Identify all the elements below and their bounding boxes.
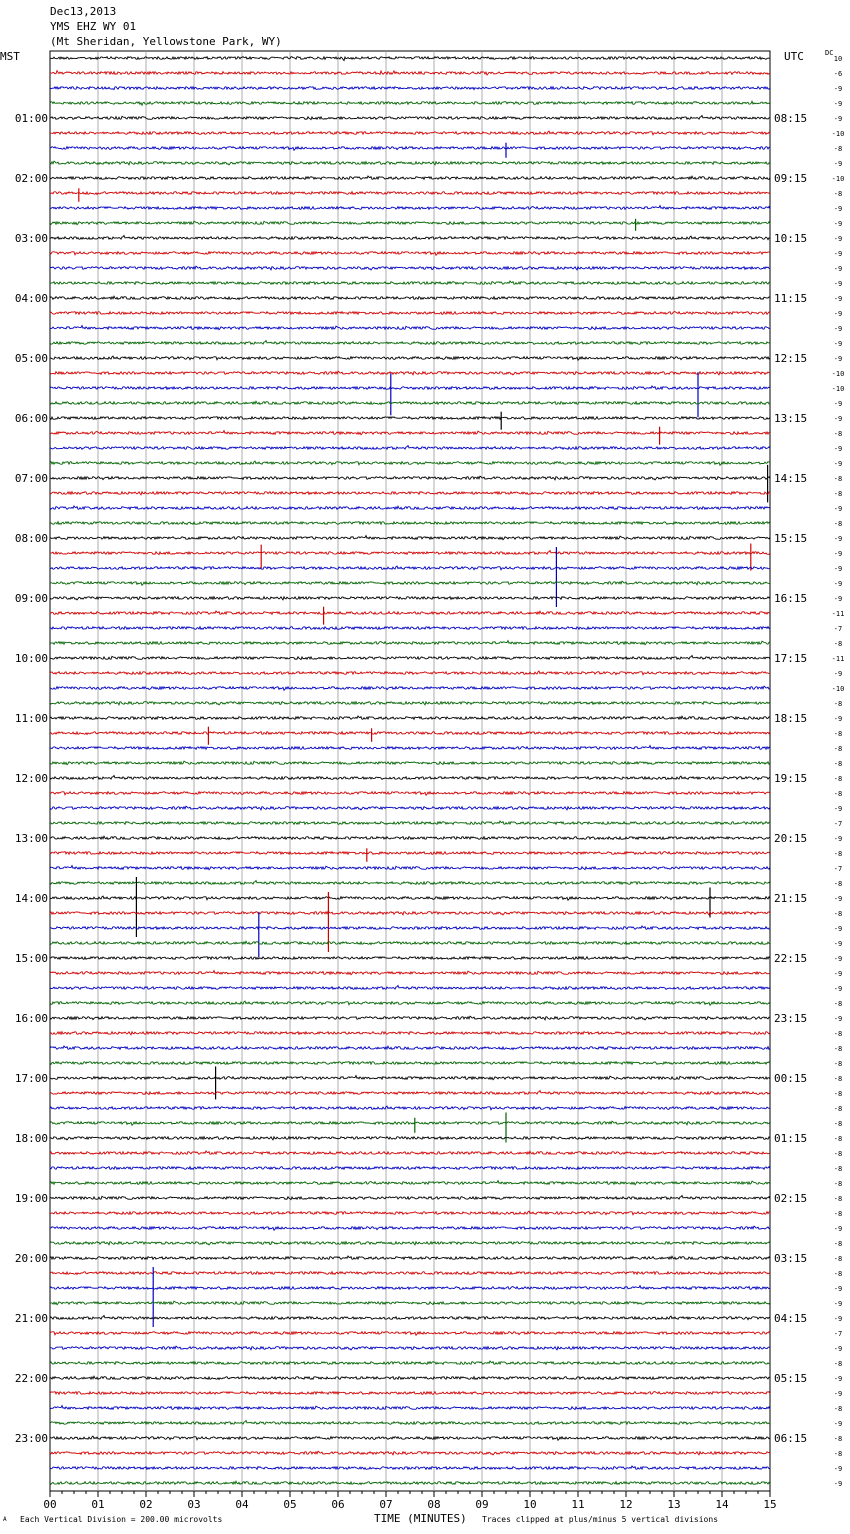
- dc-offset-label: -9: [833, 565, 843, 573]
- x-tick-label: 05: [283, 1498, 297, 1511]
- dc-offset-label: -8: [833, 1240, 843, 1248]
- seismic-trace: [50, 431, 770, 435]
- seismic-trace: [50, 192, 770, 195]
- axis-labels: [15, 55, 844, 1511]
- seismic-trace: [50, 1481, 770, 1484]
- dc-offset-label: -8: [833, 520, 843, 528]
- dc-offset-label: -8: [833, 1090, 843, 1098]
- seismic-trace: [50, 161, 770, 165]
- utc-hour-label: 05:15: [774, 1372, 808, 1385]
- dc-offset-label: -8: [833, 1030, 843, 1038]
- seismic-trace: [50, 806, 770, 810]
- dc-offset-label: -7: [833, 625, 843, 633]
- seismic-trace: [50, 386, 770, 389]
- utc-hour-label: 16:15: [774, 592, 808, 605]
- seismic-trace: [50, 356, 770, 360]
- seismic-trace: [50, 1062, 770, 1065]
- seismic-trace: [50, 131, 770, 135]
- dc-offset-label: -9: [833, 235, 843, 243]
- dc-offset-label: -9: [833, 400, 843, 408]
- mst-hour-label: 17:00: [14, 1072, 48, 1085]
- seismic-trace: [50, 1451, 770, 1455]
- seismic-trace: [50, 1256, 770, 1259]
- seismic-trace: [50, 611, 770, 615]
- seismic-trace: [50, 1376, 770, 1379]
- dc-offset-label: -8: [833, 145, 843, 153]
- dc-offset-label: -8: [833, 1135, 843, 1143]
- dc-offset-label: -8: [833, 745, 843, 753]
- dc-offset-label: -9: [833, 535, 843, 543]
- mst-hour-label: 18:00: [14, 1132, 48, 1145]
- dc-offset-label: -9: [833, 955, 843, 963]
- dc-offset-label: 10: [833, 55, 843, 63]
- dc-offset-label: -9: [833, 1015, 843, 1023]
- dc-offset-label: -9: [833, 355, 843, 363]
- dc-offset-label: -9: [833, 1345, 843, 1353]
- dc-offset-label: -8: [833, 850, 843, 858]
- seismic-trace: [50, 1272, 770, 1275]
- seismic-trace: [50, 761, 770, 765]
- dc-offset-label: -8: [833, 1120, 843, 1128]
- utc-hour-label: 09:15: [774, 172, 808, 185]
- dc-offset-label: -9: [833, 505, 843, 513]
- dc-offset-label: -8: [833, 1435, 843, 1443]
- mst-hour-label: 01:00: [14, 112, 48, 125]
- seismic-trace: [50, 1106, 770, 1110]
- mst-hour-label: 07:00: [14, 472, 48, 485]
- dc-offset-label: -9: [833, 970, 843, 978]
- seismic-trace: [50, 656, 770, 660]
- seismic-trace: [50, 1196, 770, 1200]
- seismic-trace: [50, 1076, 770, 1080]
- dc-offset-label: -10: [831, 370, 845, 378]
- mst-hour-label: 14:00: [14, 892, 48, 905]
- dc-offset-label: -9: [833, 340, 843, 348]
- seismic-trace: [50, 792, 770, 796]
- mst-hour-label: 19:00: [14, 1192, 48, 1205]
- scale-note: Each Vertical Division = 200.00 microvolts: [20, 1515, 223, 1524]
- dc-offset-label: -8: [833, 1270, 843, 1278]
- dc-offset-label: -9: [833, 280, 843, 288]
- seismic-trace: [50, 1211, 770, 1215]
- utc-hour-label: 19:15: [774, 772, 808, 785]
- dc-offset-label: -8: [833, 1045, 843, 1053]
- mst-hour-label: 16:00: [14, 1012, 48, 1025]
- seismic-trace: [50, 522, 770, 525]
- seismic-trace: [50, 461, 770, 465]
- seismic-trace: [50, 116, 770, 120]
- dc-offset-label: -8: [833, 1405, 843, 1413]
- x-tick-label: 15: [763, 1498, 777, 1511]
- utc-hour-label: 08:15: [774, 112, 808, 125]
- x-tick-label: 04: [235, 1498, 249, 1511]
- mst-hour-label: 09:00: [14, 592, 48, 605]
- seismic-trace: [50, 1167, 770, 1170]
- seismic-trace: [50, 671, 770, 675]
- dc-offset-label: -8: [833, 1150, 843, 1158]
- dc-offset-label: -8: [833, 1255, 843, 1263]
- mst-hour-label: 03:00: [14, 232, 48, 245]
- dc-offset-label: -9: [833, 445, 843, 453]
- dc-offset-header: DC: [825, 49, 834, 57]
- x-tick-label: 00: [43, 1498, 57, 1511]
- dc-offset-label: -9: [833, 220, 843, 228]
- seismic-trace: [50, 1436, 770, 1440]
- seismic-trace: [50, 266, 770, 270]
- dc-offset-label: -8: [833, 1450, 843, 1458]
- dc-offset-label: -8: [833, 475, 843, 483]
- dc-offset-label: -9: [833, 1375, 843, 1383]
- dc-offset-label: -8: [833, 775, 843, 783]
- x-axis-title: TIME (MINUTES): [374, 1512, 467, 1525]
- dc-offset-label: -7: [833, 865, 843, 873]
- x-tick-label: 14: [715, 1498, 729, 1511]
- dc-offset-label: -8: [833, 190, 843, 198]
- corner-mark: A: [3, 1516, 7, 1523]
- utc-hour-label: 01:15: [774, 1132, 808, 1145]
- utc-hour-label: 14:15: [774, 472, 808, 485]
- seismic-trace: [50, 221, 770, 225]
- seismic-trace: [50, 836, 770, 839]
- dc-offset-label: -8: [833, 1360, 843, 1368]
- dc-offset-label: -8: [833, 1195, 843, 1203]
- dc-offset-label: -9: [833, 715, 843, 723]
- seismic-trace: [50, 776, 770, 780]
- mst-hour-label: 06:00: [14, 412, 48, 425]
- seismic-trace: [50, 1151, 770, 1155]
- dc-offset-label: -9: [833, 580, 843, 588]
- local-timezone-label: MST: [0, 50, 20, 63]
- dc-offset-label: -8: [833, 1180, 843, 1188]
- seismic-trace: [50, 1406, 770, 1410]
- x-tick-label: 13: [667, 1498, 681, 1511]
- seismic-trace: [50, 1121, 770, 1125]
- seismic-trace: [50, 371, 770, 375]
- seismic-trace: [50, 252, 770, 256]
- seismic-trace: [50, 57, 770, 61]
- x-tick-label: 10: [523, 1498, 537, 1511]
- seismic-trace: [50, 1466, 770, 1469]
- seismic-trace: [50, 627, 770, 630]
- seismic-trace: [50, 1346, 770, 1350]
- dc-offset-label: -9: [833, 940, 843, 948]
- seismic-trace: [50, 1226, 770, 1230]
- x-tick-label: 09: [475, 1498, 489, 1511]
- dc-offset-label: -10: [831, 175, 845, 183]
- dc-offset-label: -8: [833, 1075, 843, 1083]
- seismic-trace: [50, 236, 770, 240]
- seismic-trace: [50, 312, 770, 315]
- seismic-trace: [50, 476, 770, 480]
- seismic-trace: [50, 1332, 770, 1336]
- seismic-trace: [50, 401, 770, 404]
- utc-timezone-label: UTC: [784, 50, 804, 63]
- seismic-trace: [50, 986, 770, 990]
- dc-offset-label: -8: [833, 1210, 843, 1218]
- mst-hour-label: 23:00: [14, 1432, 48, 1445]
- dc-offset-label: -9: [833, 205, 843, 213]
- seismic-trace: [50, 957, 770, 960]
- dc-offset-label: -9: [833, 310, 843, 318]
- mst-hour-label: 12:00: [14, 772, 48, 785]
- mst-hour-label: 22:00: [14, 1372, 48, 1385]
- seismic-trace: [50, 581, 770, 585]
- x-tick-label: 06: [331, 1498, 345, 1511]
- seismic-trace: [50, 941, 770, 944]
- seismic-trace: [50, 1181, 770, 1185]
- seismic-trace: [50, 176, 770, 179]
- dc-offset-label: -8: [833, 1000, 843, 1008]
- seismic-trace: [50, 87, 770, 90]
- mst-hour-label: 21:00: [14, 1312, 48, 1325]
- seismic-trace: [50, 536, 770, 540]
- dc-offset-label: -9: [833, 595, 843, 603]
- dc-offset-label: -8: [833, 490, 843, 498]
- utc-hour-label: 15:15: [774, 532, 808, 545]
- utc-hour-label: 17:15: [774, 652, 808, 665]
- clip-note: Traces clipped at plus/minus 5 vertical divisions: [482, 1515, 719, 1524]
- dc-offset-label: -7: [833, 820, 843, 828]
- mst-hour-label: 02:00: [14, 172, 48, 185]
- seismic-trace: [50, 716, 770, 719]
- dc-offset-label: -9: [833, 460, 843, 468]
- dc-offset-label: -9: [833, 670, 843, 678]
- dc-offset-label: -8: [833, 640, 843, 648]
- seismic-trace: [50, 492, 770, 495]
- seismic-trace: [50, 597, 770, 600]
- seismic-trace: [50, 866, 770, 870]
- seismic-trace: [50, 147, 770, 151]
- dc-offset-label: -11: [831, 655, 845, 663]
- seismic-trace: [50, 326, 770, 330]
- seismic-trace: [50, 1361, 770, 1364]
- seismic-trace: [50, 881, 770, 885]
- seismic-trace: [50, 446, 770, 450]
- seismic-trace: [50, 71, 770, 75]
- dc-offset-label: -9: [833, 805, 843, 813]
- utc-hour-label: 04:15: [774, 1312, 808, 1325]
- dc-offset-label: -9: [833, 250, 843, 258]
- seismic-trace: [50, 702, 770, 705]
- dc-offset-label: -9: [833, 1420, 843, 1428]
- seismic-traces: [50, 57, 770, 1485]
- dc-offset-label: -9: [833, 550, 843, 558]
- seismic-trace: [50, 896, 770, 900]
- seismic-trace: [50, 821, 770, 824]
- seismic-trace: [50, 746, 770, 750]
- utc-hour-label: 06:15: [774, 1432, 808, 1445]
- seismic-trace: [50, 1242, 770, 1245]
- seismic-trace: [50, 1301, 770, 1305]
- dc-offset-label: -9: [833, 415, 843, 423]
- utc-hour-label: 22:15: [774, 952, 808, 965]
- utc-hour-label: 18:15: [774, 712, 808, 725]
- seismic-trace: [50, 732, 770, 735]
- dc-offset-label: -8: [833, 430, 843, 438]
- dc-offset-label: -9: [833, 1285, 843, 1293]
- dc-offset-label: -8: [833, 730, 843, 738]
- station-code: YMS EHZ WY 01: [50, 20, 137, 33]
- utc-hour-label: 13:15: [774, 412, 808, 425]
- dc-offset-label: -9: [833, 895, 843, 903]
- seismic-trace: [50, 852, 770, 855]
- seismic-trace: [50, 341, 770, 345]
- seismic-trace: [50, 506, 770, 510]
- mst-hour-label: 20:00: [14, 1252, 48, 1265]
- dc-offset-label: -8: [833, 1060, 843, 1068]
- dc-offset-label: -9: [833, 985, 843, 993]
- x-tick-label: 11: [571, 1498, 585, 1511]
- mst-hour-label: 11:00: [14, 712, 48, 725]
- dc-offset-label: -9: [833, 265, 843, 273]
- station-location: (Mt Sheridan, Yellowstone Park, WY): [50, 35, 282, 48]
- seismic-trace: [50, 641, 770, 645]
- seismic-trace: [50, 281, 770, 284]
- seismic-trace: [50, 1286, 770, 1290]
- x-tick-label: 12: [619, 1498, 633, 1511]
- dc-offset-label: -9: [833, 295, 843, 303]
- seismic-trace: [50, 1001, 770, 1005]
- utc-hour-label: 21:15: [774, 892, 808, 905]
- dc-offset-label: -10: [831, 685, 845, 693]
- dc-offset-label: -7: [833, 1330, 843, 1338]
- mst-hour-label: 13:00: [14, 832, 48, 845]
- dc-offset-label: -9: [833, 1390, 843, 1398]
- dc-offset-label: -8: [833, 1165, 843, 1173]
- dc-offset-label: -8: [833, 910, 843, 918]
- seismic-trace: [50, 551, 770, 555]
- dc-offset-label: -9: [833, 1315, 843, 1323]
- seismic-trace: [50, 1137, 770, 1140]
- dc-offset-label: -9: [833, 325, 843, 333]
- dc-offset-label: -11: [831, 610, 845, 618]
- x-tick-label: 03: [187, 1498, 201, 1511]
- dc-offset-label: -10: [831, 385, 845, 393]
- dc-offset-label: -9: [833, 160, 843, 168]
- dc-offset-label: -8: [833, 790, 843, 798]
- dc-offset-label: -9: [833, 1480, 843, 1488]
- seismic-trace: [50, 926, 770, 929]
- utc-hour-label: 23:15: [774, 1012, 808, 1025]
- utc-hour-label: 20:15: [774, 832, 808, 845]
- seismic-trace: [50, 1016, 770, 1020]
- dc-offset-label: -8: [833, 760, 843, 768]
- seismic-trace: [50, 417, 770, 420]
- dc-offset-label: -9: [833, 1225, 843, 1233]
- seismic-trace: [50, 1032, 770, 1035]
- utc-hour-label: 03:15: [774, 1252, 808, 1265]
- mst-hour-label: 04:00: [14, 292, 48, 305]
- seismic-trace: [50, 101, 770, 105]
- seismic-trace: [50, 911, 770, 915]
- dc-offset-label: -9: [833, 1465, 843, 1473]
- x-tick-label: 07: [379, 1498, 393, 1511]
- seismic-trace: [50, 206, 770, 210]
- dc-offset-label: -9: [833, 115, 843, 123]
- seismic-trace: [50, 566, 770, 570]
- seismic-trace: [50, 1316, 770, 1320]
- x-tick-label: 02: [139, 1498, 153, 1511]
- utc-hour-label: 12:15: [774, 352, 808, 365]
- dc-offset-label: -9: [833, 100, 843, 108]
- dc-offset-label: -9: [833, 1300, 843, 1308]
- seismic-trace: [50, 296, 770, 299]
- x-tick-label: 08: [427, 1498, 441, 1511]
- seismic-trace: [50, 1091, 770, 1095]
- mst-hour-label: 08:00: [14, 532, 48, 545]
- x-tick-label: 01: [91, 1498, 105, 1511]
- dc-offset-label: -9: [833, 835, 843, 843]
- dc-offset-label: -8: [833, 700, 843, 708]
- mst-hour-label: 05:00: [14, 352, 48, 365]
- dc-offset-label: -6: [833, 70, 843, 78]
- dc-offset-label: -9: [833, 85, 843, 93]
- dc-offset-label: -9: [833, 925, 843, 933]
- seismic-trace: [50, 1046, 770, 1050]
- seismic-trace: [50, 686, 770, 690]
- utc-hour-label: 11:15: [774, 292, 808, 305]
- seismic-trace: [50, 1421, 770, 1425]
- record-date: Dec13,2013: [50, 5, 117, 18]
- seismic-trace: [50, 971, 770, 975]
- utc-hour-label: 02:15: [774, 1192, 808, 1205]
- dc-offset-label: -8: [833, 1105, 843, 1113]
- seismic-trace: [50, 1392, 770, 1395]
- mst-hour-label: 10:00: [14, 652, 48, 665]
- mst-hour-label: 15:00: [14, 952, 48, 965]
- utc-hour-label: 00:15: [774, 1072, 808, 1085]
- dc-offset-label: -10: [831, 130, 845, 138]
- utc-hour-label: 10:15: [774, 232, 808, 245]
- dc-offset-label: -8: [833, 880, 843, 888]
